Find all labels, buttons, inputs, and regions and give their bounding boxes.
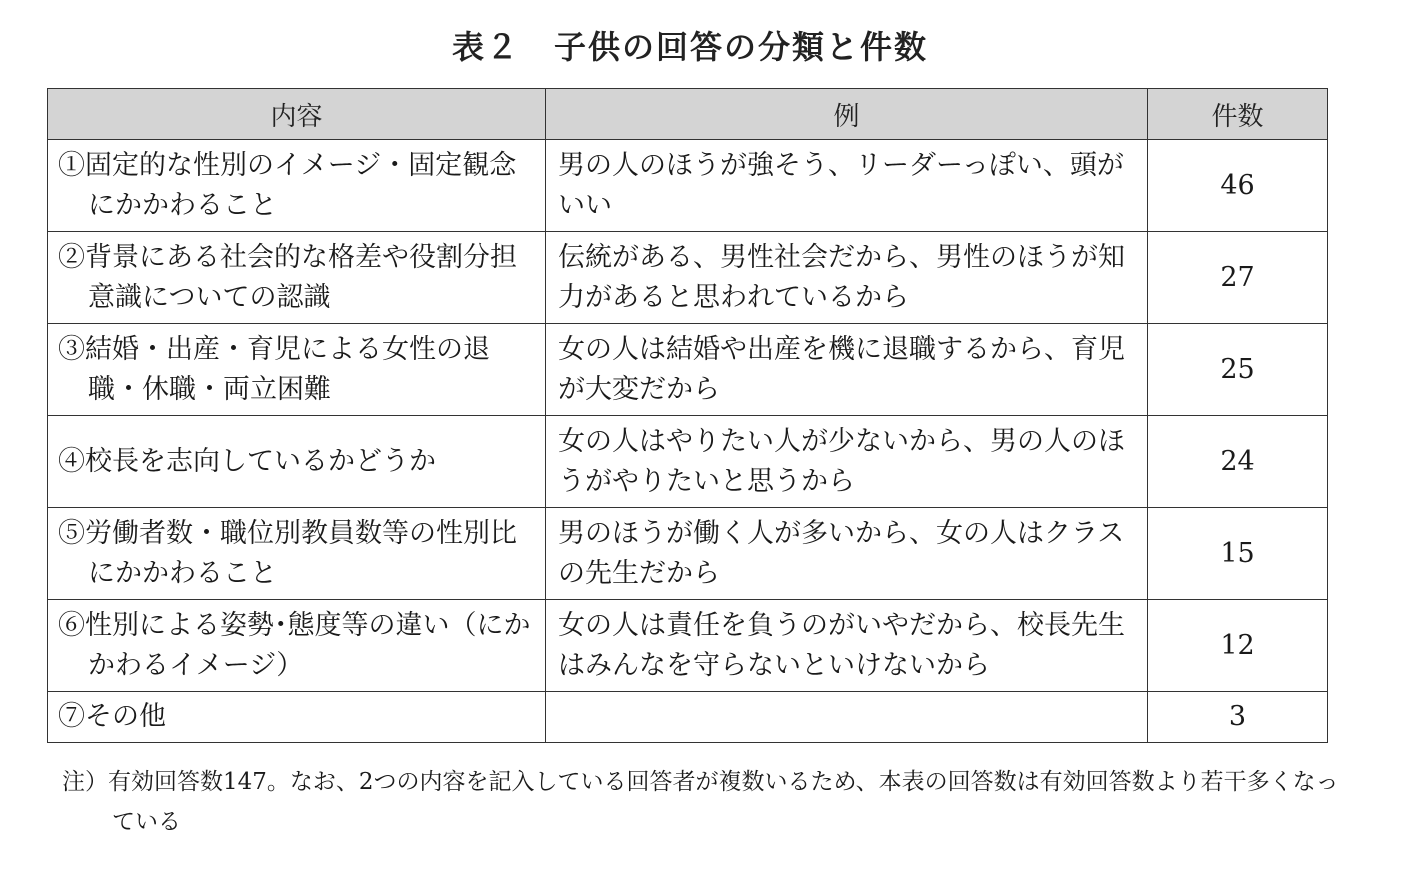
content-text: ③結婚・出産・育児による女性の退職・休職・両立困難 — [58, 333, 490, 405]
footnote-text: 注）有効回答数147。なお、2つの内容を記入している回答者が複数いるため、本表の回答数は有効回答数より若干多くなっている — [62, 769, 1339, 835]
example-cell: 女の人は責任を負うのがいやだから、校長先生はみんなを守らないといけないから — [546, 600, 1148, 692]
content-text: ①固定的な性別のイメージ・固定観念にかかわること — [58, 149, 517, 221]
content-text: ⑤労働者数・職位別教員数等の性別比にかかわること — [58, 517, 517, 589]
content-cell — [48, 692, 546, 743]
table-row — [48, 416, 1328, 508]
content-text: ②背景にある社会的な格差や役割分担意識についての認識 — [58, 241, 517, 313]
header-content: 内容 — [48, 89, 546, 140]
example-cell — [546, 692, 1148, 743]
content-cell — [48, 416, 546, 508]
header-example: 例 — [546, 89, 1148, 140]
table-header-row — [48, 89, 1328, 140]
count-cell: 46 — [1148, 140, 1328, 232]
count-cell: 3 — [1148, 692, 1328, 743]
content-text: ⑦その他 — [58, 701, 166, 732]
table-row — [48, 600, 1328, 692]
content-text: ⑥性別による姿勢･態度等の違い（にかかわるイメージ） — [58, 609, 531, 681]
table-row — [48, 140, 1328, 232]
example-cell: 女の人はやりたい人が少ないから、男の人のほうがやりたいと思うから — [546, 416, 1148, 508]
table-row — [48, 692, 1328, 743]
content-cell — [48, 140, 546, 232]
classification-table — [47, 88, 1328, 743]
content-cell — [48, 508, 546, 600]
count-cell: 27 — [1148, 232, 1328, 324]
content-cell — [48, 600, 546, 692]
content-cell — [48, 232, 546, 324]
classification-table-container — [47, 88, 1327, 743]
footnote — [62, 762, 1342, 842]
content-text: ④校長を志向しているかどうか — [58, 445, 436, 477]
count-cell: 25 — [1148, 324, 1328, 416]
example-cell: 男のほうが働く人が多いから、女の人はクラスの先生だから — [546, 508, 1148, 600]
count-cell: 24 — [1148, 416, 1328, 508]
example-cell: 男の人のほうが強そう、リーダーっぽい、頭がいい — [546, 140, 1148, 232]
content-cell — [48, 324, 546, 416]
example-cell: 伝統がある、男性社会だから、男性のほうが知力があると思われているから — [546, 232, 1148, 324]
table-row — [48, 232, 1328, 324]
table-row — [48, 324, 1328, 416]
count-cell: 15 — [1148, 508, 1328, 600]
header-count: 件数 — [1148, 89, 1328, 140]
table-row — [48, 508, 1328, 600]
example-cell: 女の人は結婚や出産を機に退職するから、育児が大変だから — [546, 324, 1148, 416]
count-cell: 12 — [1148, 600, 1328, 692]
page-title: 表２ 子供の回答の分類と件数 — [451, 28, 928, 66]
